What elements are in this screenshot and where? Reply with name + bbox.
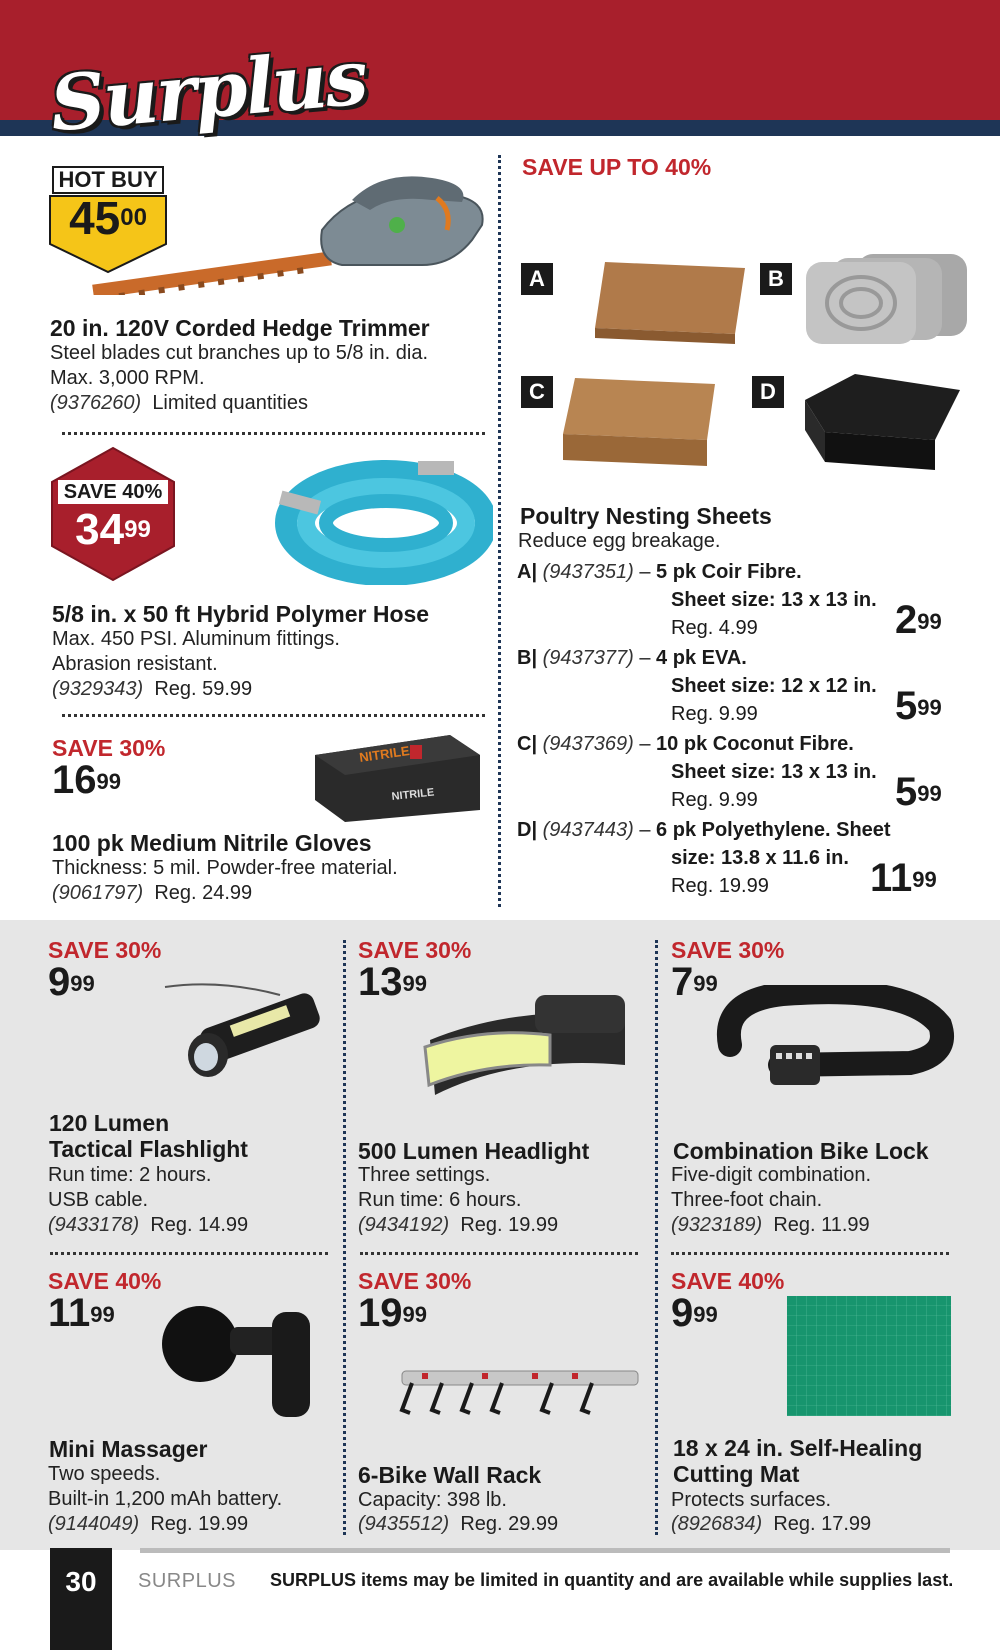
poultry-item-a: A| (9437351) – 5 pk Coir Fibre. [517,561,802,583]
poultry-item-b: B| (9437377) – 4 pk EVA. [517,647,747,669]
poultry-item-a-price: $2^{99}$ [895,598,942,642]
bikerack-price: $19^{99}$ [358,1291,427,1335]
gloves-price: $16^{99}$ [52,758,121,802]
headlight-desc2: Run time: 6 hours. [358,1189,522,1211]
coconut-fibre-image [555,370,725,470]
poultry-save: SAVE UP TO 40% [522,154,712,180]
headlight-save: SAVE 30% [358,937,472,963]
bikerack-sku-line: (9435512) Reg. 29.99 [358,1513,559,1535]
nitrile-gloves-image [310,730,485,825]
poultry-item-a-size: Sheet size: 13 x 13 in. [671,589,877,611]
bike-lock-image [710,985,955,1100]
surplus-logo: Surplus [46,32,370,149]
poultry-item-c: C| (9437369) – 10 pk Coconut Fibre. [517,733,854,755]
section-divider [50,1252,328,1255]
option-d-label: D [752,376,784,408]
flashlight-title-line1: 120 Lumen [49,1110,170,1136]
massager-image [160,1292,330,1422]
hose-title: 5/8 in. x 50 ft Hybrid Polymer Hose [52,601,430,627]
hose-sku-line [52,677,252,702]
massager-desc2: Built-in 1,200 mAh battery. [48,1488,283,1510]
section-divider [62,432,485,435]
section-divider [671,1252,949,1255]
bikelock-price: $7^{99}$ [671,960,718,1004]
polyethylene-sheets-image [795,370,965,480]
save-40-label: SAVE 40% [58,480,168,504]
hot-buy-price: $45^{00}$ [69,192,147,244]
footer-section-name: SURPLUS [138,1570,236,1592]
cuttingmat-title-line2: Cutting Mat [673,1461,800,1487]
cuttingmat-price: $9^{99}$ [671,1291,718,1335]
option-c-label: C [521,376,553,408]
gloves-title: 100 pk Medium Nitrile Gloves [52,830,372,856]
page-number: 30 [65,1566,97,1597]
poultry-desc: Reduce egg breakage. [518,530,721,552]
poultry-item-d-size: size: 13.8 x 11.6 in. [671,847,849,869]
poultry-item-c-size: Sheet size: 13 x 13 in. [671,761,877,783]
column-divider [655,940,658,1535]
massager-price: $11^{99}$ [48,1291,115,1335]
section-divider [62,714,485,717]
bikelock-title: Combination Bike Lock [673,1138,929,1164]
nitrile-box-label-top: NITRILE [358,743,411,765]
hedge-trimmer-sku: (9376260) [50,392,142,414]
poultry-item-c-price: $5^{99}$ [895,770,942,814]
hot-buy-label: HOT BUY [52,166,164,194]
hose-image [268,455,493,585]
column-divider [343,940,346,1535]
eva-sheets-image [802,252,972,347]
poultry-item-d-reg: Reg. 19.99 [671,875,769,897]
footer-rule [140,1548,950,1553]
option-a-label: A [521,263,553,295]
poultry-item-b-size: Sheet size: 12 x 12 in. [671,675,877,697]
hose-desc1: Max. 450 PSI. Aluminum fittings. [52,628,340,650]
cuttingmat-sku-line: (8926834) Reg. 17.99 [671,1513,872,1535]
cutting-mat-image [786,1295,952,1417]
flashlight-save: SAVE 30% [48,937,162,963]
gloves-sku-line [52,881,252,906]
gloves-save: SAVE 30% [52,735,166,761]
hose-reg-price: Reg. 59.99 [154,678,253,700]
flashlight-desc1: Run time: 2 hours. [48,1164,212,1186]
gloves-desc1: Thickness: 5 mil. Powder-free material. [52,857,398,879]
bikerack-title: 6-Bike Wall Rack [358,1462,542,1488]
cuttingmat-save: SAVE 40% [671,1268,785,1294]
nitrile-box-label-side: NITRILE [391,786,435,803]
hedge-trimmer-desc1: Steel blades cut branches up to 5/8 in. dia. [50,342,429,364]
gloves-sku: (9061797) [52,882,144,904]
headlight-title: 500 Lumen Headlight [358,1138,590,1164]
massager-desc1: Two speeds. [48,1463,161,1485]
column-divider [498,155,501,907]
page-number-box [50,1548,112,1650]
bikerack-desc1: Capacity: 398 lb. [358,1489,507,1511]
poultry-item-a-reg: Reg. 4.99 [671,617,758,639]
gloves-reg-price: Reg. 24.99 [154,882,253,904]
flashlight-image [160,975,330,1085]
flashlight-title-line2: Tactical Flashlight [49,1136,248,1162]
cuttingmat-title-line1: 18 x 24 in. Self-Healing [673,1435,923,1461]
hedge-trimmer-sku-line [50,391,308,416]
headlight-sku-line: (9434192) Reg. 19.99 [358,1214,559,1236]
flashlight-price: $9^{99}$ [48,960,95,1004]
bikerack-save: SAVE 30% [358,1268,472,1294]
hose-price: $34^{99}$ [75,505,151,554]
cuttingmat-desc1: Protects surfaces. [671,1489,832,1511]
hedge-trimmer-note: Limited quantities [152,392,308,414]
hose-sku: (9329343) [52,678,144,700]
headlight-image [415,985,640,1110]
bikelock-desc1: Five-digit combination. [671,1164,872,1186]
massager-save: SAVE 40% [48,1268,162,1294]
hedge-trimmer-desc2: Max. 3,000 RPM. [50,367,205,389]
massager-sku-line: (9144049) Reg. 19.99 [48,1513,249,1535]
headlight-desc1: Three settings. [358,1164,491,1186]
footer-disclaimer: SURPLUS items may be limited in quantity and are available while supplies last. [270,1570,954,1590]
poultry-item-b-reg: Reg. 9.99 [671,703,758,725]
headlight-price: $13^{99}$ [358,960,427,1004]
hedge-trimmer-image [92,170,492,295]
poultry-title: Poultry Nesting Sheets [520,503,772,529]
bikelock-save: SAVE 30% [671,937,785,963]
poultry-item-d: D| (9437443) – 6 pk Polyethylene. Sheet [517,819,891,841]
massager-title: Mini Massager [49,1436,208,1462]
hedge-trimmer-title: 20 in. 120V Corded Hedge Trimmer [50,315,430,341]
option-b-label: B [760,263,792,295]
section-divider [360,1252,638,1255]
bike-rack-image [382,1365,642,1440]
bikelock-desc2: Three-foot chain. [671,1189,823,1211]
bikelock-sku-line: (9323189) Reg. 11.99 [671,1214,870,1236]
coir-fibre-image [585,252,753,348]
hose-desc2: Abrasion resistant. [52,653,218,675]
flashlight-sku-line: (9433178) Reg. 14.99 [48,1214,249,1236]
flashlight-desc2: USB cable. [48,1189,149,1211]
poultry-item-d-price: $11^{99}$ [870,856,937,900]
poultry-item-c-reg: Reg. 9.99 [671,789,758,811]
poultry-item-b-price: $5^{99}$ [895,684,942,728]
